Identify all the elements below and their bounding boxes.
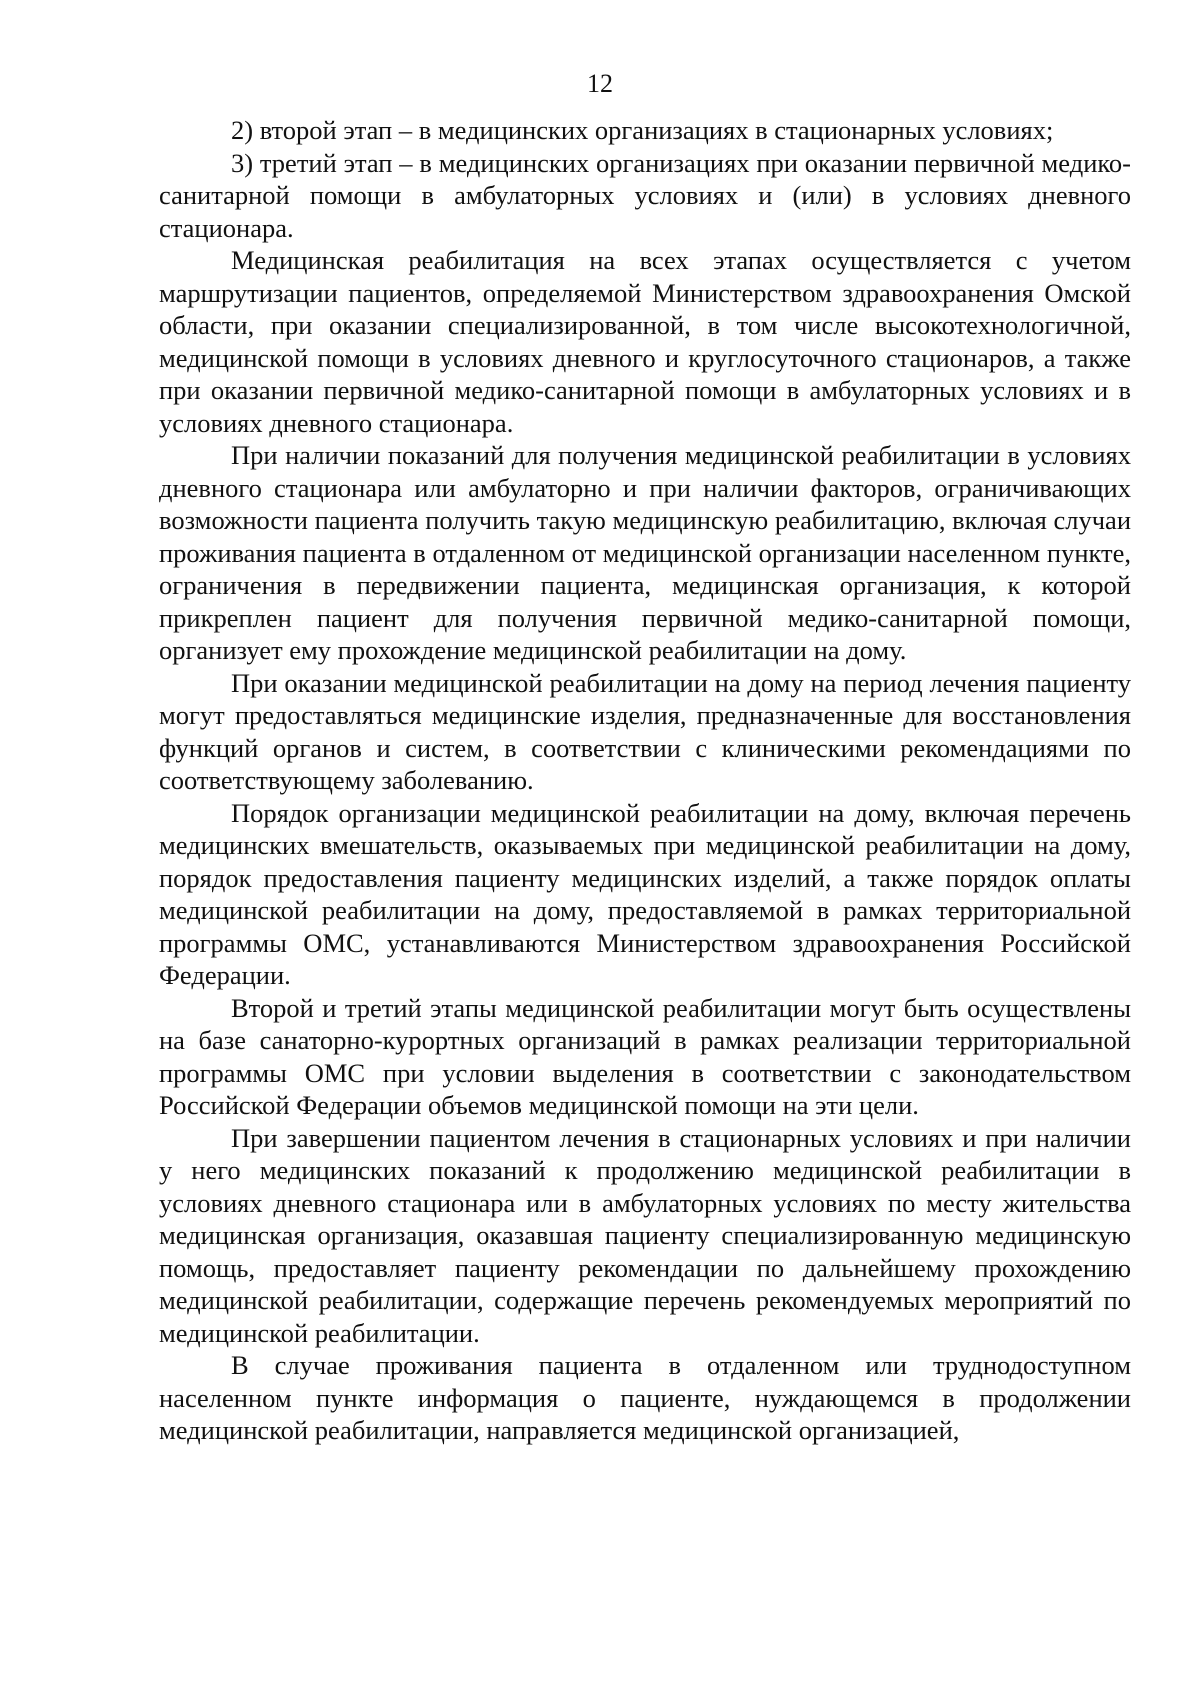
- paragraph-stage-two: 2) второй этап – в медицинских организациях в стационарных условиях;: [231, 115, 1054, 145]
- paragraph-home-rehabilitation-procedure: Порядок организации медицинской реабилитации на дому, включая перечень медицинских вмешательств, оказываемых при медицинской реабилитации на дому, порядок предоставления пациенту медицинских изделий, а также порядок оплаты медицинской реабилитации на дому, предоставляемой в рамках территориальной программы ОМС, устанавливаются Министерством здравоохранения Российской Федерации.: [159, 797, 1131, 990]
- paragraph-remote-residence: В случае проживания пациента в отдаленном или труднодоступном населенном пункте информация о пациенте, нуждающемся в продолжении медицинской реабилитации, направляется медицинской организацией,: [159, 1350, 1131, 1445]
- document-body: [159, 114, 1131, 1447]
- paragraph-stage-three: 3) третий этап – в медицинских организациях при оказании первичной медико-санитарной помощи в амбулаторных условиях и (или) в условиях дневного стационара.: [159, 147, 1131, 243]
- page-number: 12: [587, 69, 613, 98]
- paragraph-discharge-recommendations: При завершении пациентом лечения в стационарных условиях и при наличии у него медицинских показаний к продолжению медицинской реабилитации в условиях дневного стационара или в амбулаторных условиях по месту жительства медицинская организация, оказавшая пациенту специализированную медицинскую помощь, предоставляет пациенту рекомендации по дальнейшему прохождению медицинской реабилитации, содержащие перечень рекомендуемых мероприятий по медицинской реабилитации.: [159, 1122, 1131, 1348]
- paragraph-sanatorium-stages: Второй и третий этапы медицинской реабилитации могут быть осуществлены на базе санаторно-курортных организаций в рамках реализации территориальной программы ОМС при условии выделения в соответствии с законодательством Российской Федерации объемов медицинской помощи на эти цели.: [159, 992, 1131, 1120]
- paragraph-medical-devices: При оказании медицинской реабилитации на дому на период лечения пациенту могут предоставляться медицинские изделия, предназначенные для восстановления функций органов и систем, в соответствии с клиническими рекомендациями по соответствующему заболеванию.: [159, 667, 1131, 795]
- paragraph-rehabilitation-routing: Медицинская реабилитация на всех этапах осуществляется с учетом маршрутизации пациентов, определяемой Министерством здравоохранения Омской области, при оказании специализированной, в том числе высокотехнологичной, медицинской помощи в условиях дневного и круглосуточного стационаров, а также при оказании первичной медико-санитарной помощи в амбулаторных условиях и в условиях дневного стационара.: [159, 245, 1131, 438]
- paragraph-home-rehabilitation-indications: При наличии показаний для получения медицинской реабилитации в условиях дневного стационара или амбулаторно и при наличии факторов, ограничивающих возможности пациента получить такую медицинскую реабилитацию, включая случаи проживания пациента в отдаленном от медицинской организации населенном пункте, ограничения в передвижении пациента, медицинская организация, к которой прикреплен пациент для получения первичной медико-санитарной помощи, организует ему прохождение медицинской реабилитации на дому.: [159, 440, 1131, 665]
